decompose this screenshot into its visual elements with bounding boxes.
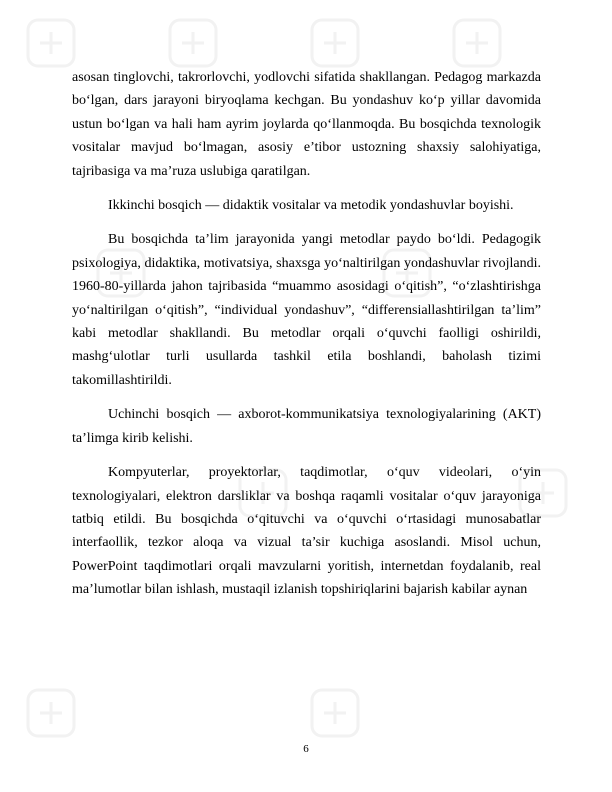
watermark-tile	[454, 20, 500, 66]
section-heading-third-stage: Uchinchi bosqich — axborot-kommunikatsiya texnologiyalarining (AKT) ta’limga kirib kelishi.	[72, 407, 541, 446]
page-number: 6	[303, 743, 309, 755]
watermark-tile	[312, 690, 358, 736]
section-heading-second-stage: Ikkinchi bosqich — didaktik vositalar va metodik yondashuvlar boyishi.	[108, 198, 514, 214]
paragraph-second-stage: Bu bosqichda ta’lim jarayonida yangi metodlar paydo bo‘ldi. Pedagogik psixologiya, didaktika, motivatsiya, shaxsga yo‘naltirilgan yondashuvlar rivojlandi. 1960-80-yillarda jahon tajribasida “muammo asosidagi o‘qitish”, “o‘zlashtirishga yo‘naltirilgan o‘qitish”, “individual yondashuv”, “differensiallashtirilgan ta’lim” kabi metodlar shakllandi. Bu metodlar orqali o‘quvchi faolligi oshirildi, mashg‘ulotlar turli usullarda tashkil etila boshlandi, baholash tizimi takomillashtirildi.	[72, 232, 541, 388]
watermark-tile	[170, 20, 216, 66]
paragraph-continuation: asosan tinglovchi, takrorlovchi, yodlovchi sifatida shakllangan. Pedagog markazda bo‘lgan, dars jarayoni biryoqlama kechgan. Bu yondashuv ko‘p yillar davomida ustun bo‘lgan va hali ham ayrim joylarda qo‘llanmoqda. Bu bosqichda texnologik vositalar mavjud bo‘lmagan, asosiy e’tibor ustozning shaxsiy salohiyatiga, tajribasiga va ma’ruza uslubiga qaratilgan.	[72, 70, 541, 179]
document-body	[72, 66, 541, 612]
watermark-tile	[28, 20, 74, 66]
watermark-tile	[312, 20, 358, 66]
paragraph-third-stage: Kompyuterlar, proyektorlar, taqdimotlar, o‘quv videolari, o‘yin texnologiyalari, elektron darsliklar va boshqa raqamli vositalar o‘quv jarayoniga tatbiq etildi. Bu bosqichda o‘qituvchi va o‘quvchi o‘rtasidagi munosabatlar interfaollik, tezkor aloqa va vizual ta’sir kuchiga asoslandi. Misol uchun, PowerPoint taqdimotlari orqali mavzularni yoritish, internetdan foydalanib, real ma’lumotlar bilan ishlash, mustaqil izlanish topshiriqlarini bajarish kabilar aynan	[72, 465, 541, 598]
watermark-tile	[28, 690, 74, 736]
